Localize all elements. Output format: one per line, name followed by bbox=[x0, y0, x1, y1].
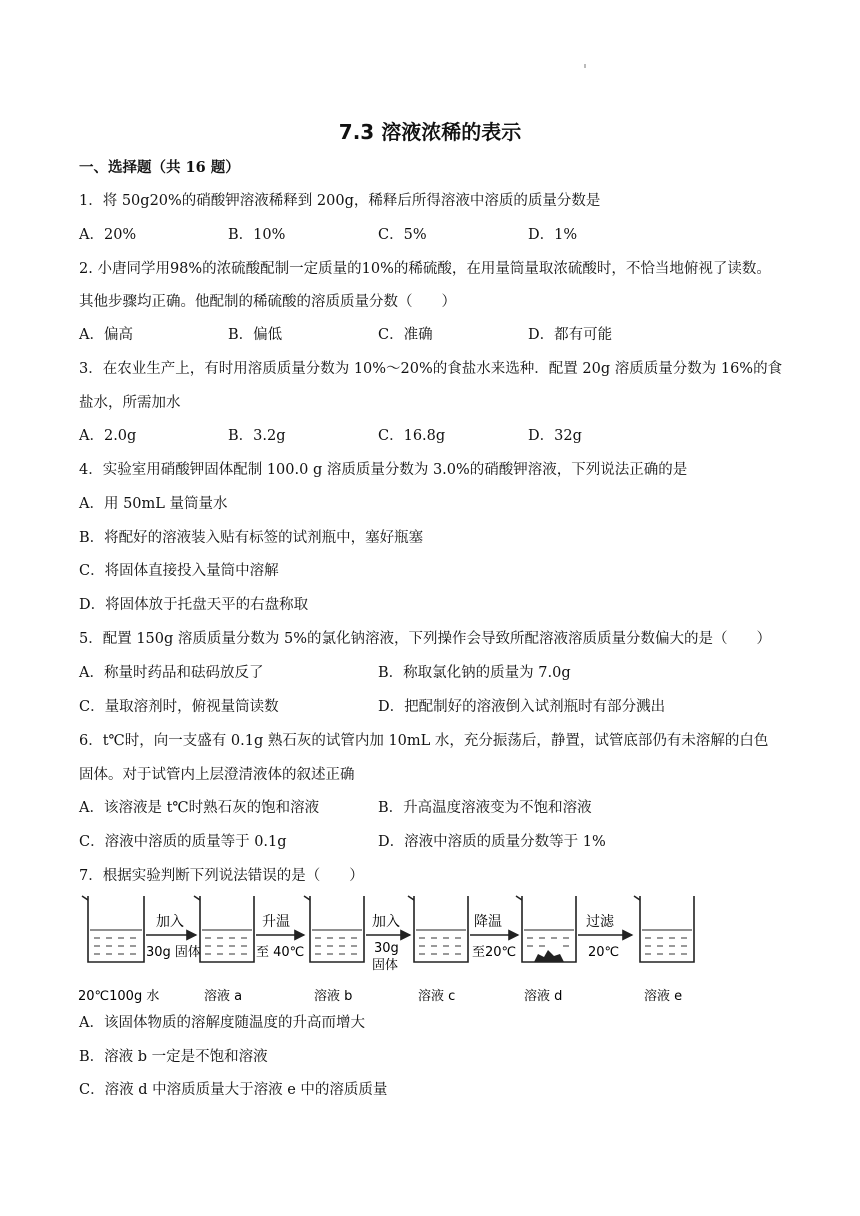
q1-option-d: D．1% bbox=[528, 227, 578, 243]
beaker-water bbox=[82, 896, 144, 962]
arrow-heat bbox=[256, 914, 304, 960]
caption-water: 20℃100g 水 bbox=[78, 989, 160, 1004]
caption-solution-a: 溶液 a bbox=[204, 989, 243, 1004]
page-title: 7.3 溶液浓稀的表示 bbox=[338, 120, 522, 144]
q1-option-a: A．20% bbox=[79, 227, 137, 243]
arrow-add-solid-2 bbox=[366, 914, 410, 973]
arrow3-bottom-label2: 固体 bbox=[372, 958, 399, 973]
q7-option-c: C．溶液 d 中溶质质量大于溶液 e 中的溶质质量 bbox=[79, 1082, 388, 1098]
q2-option-a: A．偏高 bbox=[79, 327, 133, 343]
caption-solution-b: 溶液 b bbox=[314, 989, 353, 1004]
q6-option-b: B．升高温度溶液变为不饱和溶液 bbox=[378, 800, 592, 816]
q7-stem: 7．根据实验判断下列说法错误的是（ ） bbox=[79, 868, 364, 884]
q1-option-c: C．5% bbox=[378, 227, 427, 243]
q7-option-b: B．溶液 b 一定是不饱和溶液 bbox=[79, 1049, 268, 1065]
q4-option-b: B．将配好的溶液装入贴有标签的试剂瓶中，塞好瓶塞 bbox=[79, 530, 424, 546]
beaker-solution-d bbox=[516, 896, 576, 962]
arrow4-bottom-label: 至20℃ bbox=[472, 945, 517, 960]
arrow-filter bbox=[578, 913, 632, 960]
q2-option-d: D．都有可能 bbox=[528, 327, 613, 343]
arrow5-bottom-label: 20℃ bbox=[588, 945, 620, 960]
q6-stem-line1: 6．t℃时，向一支盛有 0.1g 熟石灰的试管内加 10mL 水，充分振荡后，静置，试管底部仍有未溶解的白色 bbox=[79, 733, 769, 749]
q4-option-a: A．用 50mL 量筒量水 bbox=[79, 496, 228, 512]
q6-option-a: A．该溶液是 t℃时熟石灰的饱和溶液 bbox=[79, 800, 320, 816]
caption-solution-c: 溶液 c bbox=[418, 989, 456, 1004]
arrow-cool bbox=[470, 914, 518, 960]
beaker-solution-c bbox=[408, 896, 468, 962]
q2-option-c: C．准确 bbox=[378, 327, 433, 343]
beaker-solution-b bbox=[304, 896, 364, 962]
crystal-precipitate bbox=[534, 950, 564, 962]
q5-option-d: D．把配制好的溶液倒入试剂瓶时有部分溅出 bbox=[378, 699, 666, 715]
q3-option-a: A．2.0g bbox=[79, 428, 137, 444]
section-heading: 一、选择题（共 16 题） bbox=[79, 159, 240, 176]
caption-solution-d: 溶液 d bbox=[524, 989, 563, 1004]
q5-option-a: A．称量时药品和砝码放反了 bbox=[79, 665, 264, 681]
q4-stem: 4．实验室用硝酸钾固体配制 100.0 g 溶质质量分数为 3.0%的硝酸钾溶液，下列说法正确的是 bbox=[79, 462, 688, 478]
arrow1-top-label: 加入 bbox=[156, 914, 184, 930]
experiment-diagram bbox=[72, 890, 712, 1008]
q5-option-c: C．量取溶剂时，俯视量筒读数 bbox=[79, 699, 279, 715]
q7-option-a: A．该固体物质的溶解度随温度的升高而增大 bbox=[79, 1015, 365, 1031]
q3-option-d: D．32g bbox=[528, 428, 582, 444]
q6-option-d: D．溶液中溶质的质量分数等于 1% bbox=[378, 834, 606, 850]
q5-option-b: B．称取氯化钠的质量为 7.0g bbox=[378, 665, 571, 681]
q4-option-c: C．将固体直接投入量筒中溶解 bbox=[79, 563, 279, 579]
q4-option-d: D．将固体放于托盘天平的右盘称取 bbox=[79, 597, 309, 613]
q5-stem: 5．配置 150g 溶质质量分数为 5%的氯化钠溶液，下列操作会导致所配溶液溶质质量分数偏大的是（ ） bbox=[79, 631, 772, 647]
arrow2-top-label: 升温 bbox=[262, 914, 290, 930]
beaker-solution-e bbox=[634, 896, 694, 962]
q3-stem-line1: 3．在农业生产上，有时用溶质质量分数为 10%～20%的食盐水来选种．配置 20g 溶质质量分数为 16%的食 bbox=[79, 361, 783, 377]
q2-stem-line1: 2. 小唐同学用98%的浓硫酸配制一定质量的10%的稀硫酸，在用量筒量取浓硫酸时，不恰当地俯视了读数。 bbox=[79, 261, 771, 277]
beaker-solution-a bbox=[194, 896, 254, 962]
arrow-add-solid-1 bbox=[146, 914, 201, 960]
arrow5-top-label: 过滤 bbox=[586, 914, 614, 930]
arrow4-top-label: 降温 bbox=[474, 914, 502, 930]
caption-solution-e: 溶液 e bbox=[644, 989, 683, 1004]
q6-stem-line2: 固体。对于试管内上层澄清液体的叙述正确 bbox=[79, 767, 355, 783]
q3-option-b: B．3.2g bbox=[228, 428, 286, 444]
page-mark bbox=[584, 64, 586, 68]
arrow2-bottom-label: 至 40℃ bbox=[256, 945, 305, 960]
q1-option-b: B．10% bbox=[228, 227, 286, 243]
arrow3-bottom-label: 30g bbox=[374, 941, 399, 956]
q2-option-b: B．偏低 bbox=[228, 327, 283, 343]
q6-option-c: C．溶液中溶质的质量等于 0.1g bbox=[79, 834, 287, 850]
arrow3-top-label: 加入 bbox=[372, 914, 400, 930]
q1-stem: 1．将 50g20%的硝酸钾溶液稀释到 200g，稀释后所得溶液中溶质的质量分数是 bbox=[79, 193, 601, 209]
arrow1-bottom-label: 30g 固体 bbox=[146, 945, 201, 960]
q3-stem-line2: 盐水，所需加水 bbox=[79, 395, 181, 411]
q2-stem-line2: 其他步骤均正确。他配制的稀硫酸的溶质质量分数（ ） bbox=[79, 294, 456, 310]
q3-option-c: C．16.8g bbox=[378, 428, 446, 444]
